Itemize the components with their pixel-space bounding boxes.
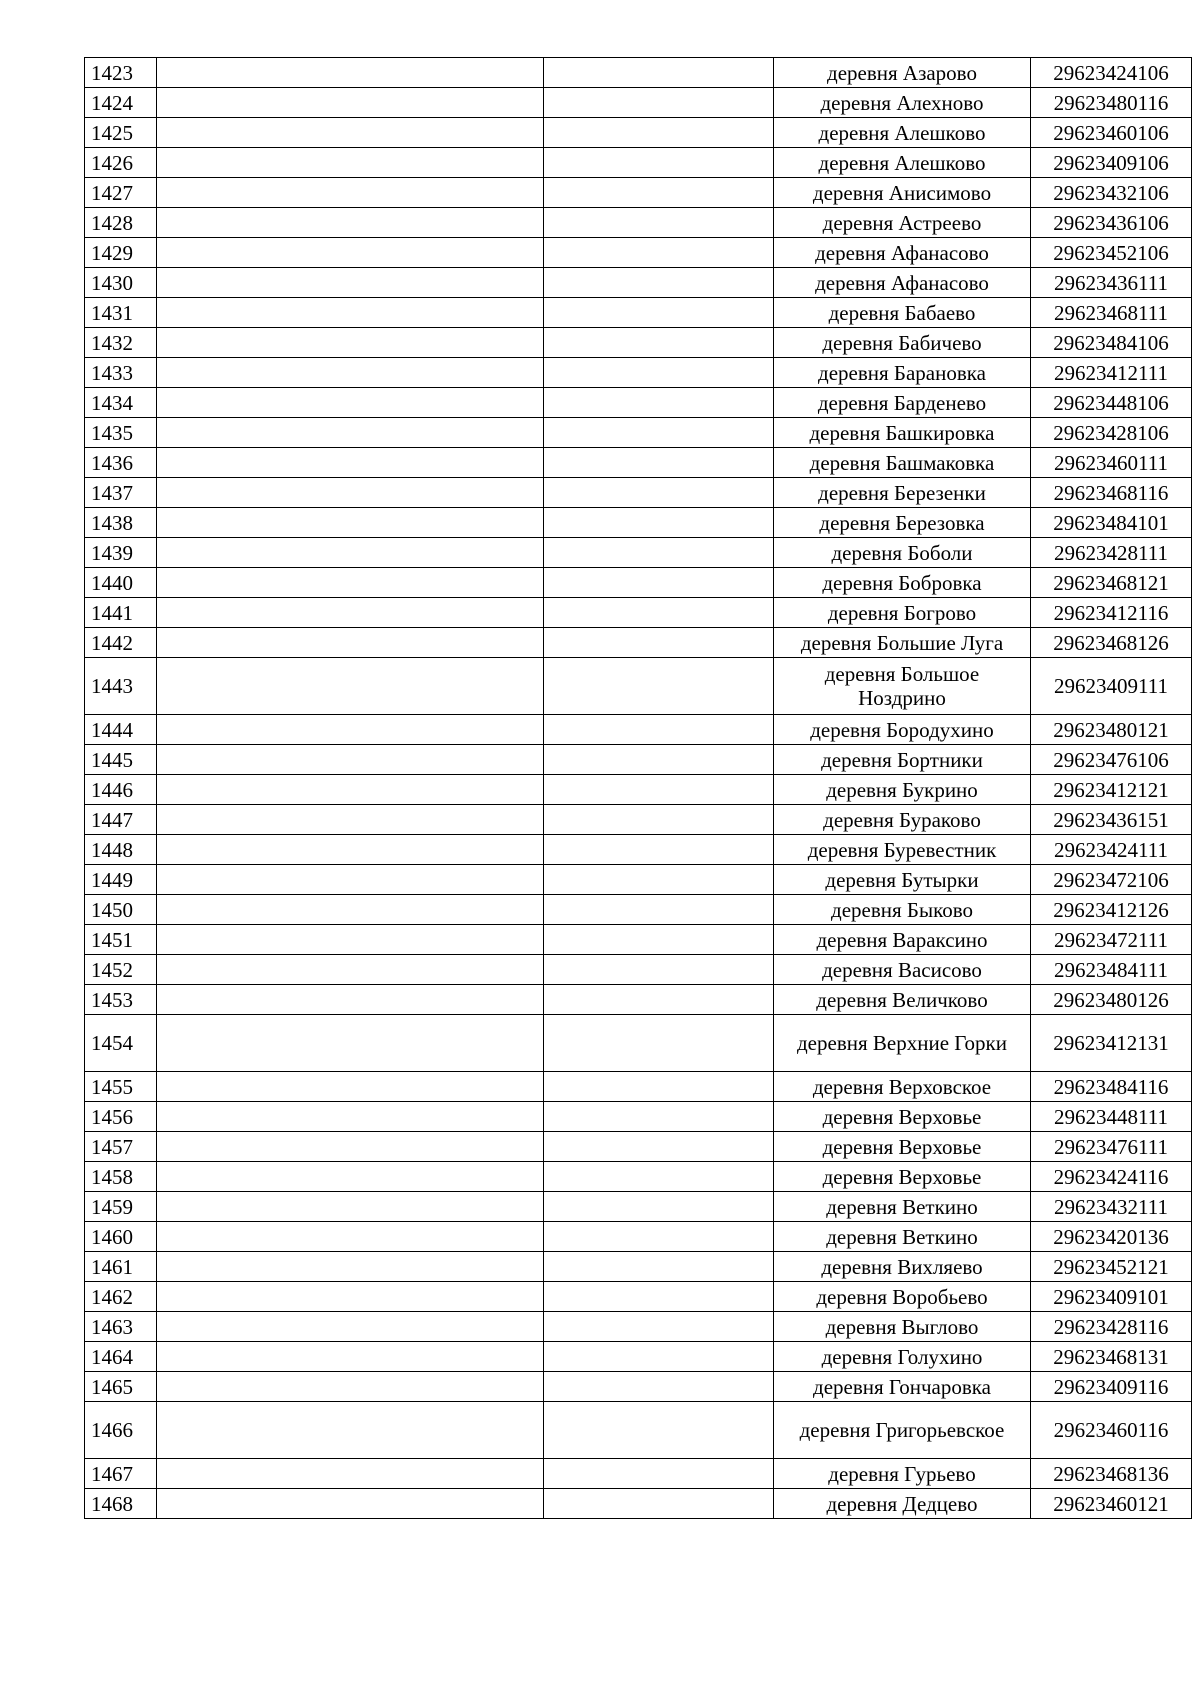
empty-cell [157,1252,544,1282]
empty-cell [544,358,774,388]
row-number-cell: 1443 [85,658,157,715]
oktmo-code-cell: 29623468116 [1031,478,1192,508]
empty-cell [544,1459,774,1489]
oktmo-code-cell: 29623468136 [1031,1459,1192,1489]
settlement-name-cell: деревня Большие Луга [774,628,1031,658]
empty-cell [157,835,544,865]
oktmo-code-cell: 29623448111 [1031,1102,1192,1132]
settlement-name-cell: деревня Верхние Горки [774,1015,1031,1072]
row-number-cell: 1468 [85,1489,157,1519]
settlement-name-cell: деревня Бутырки [774,865,1031,895]
table-row [85,745,1192,775]
row-number-cell: 1427 [85,178,157,208]
empty-cell [157,895,544,925]
empty-cell [544,1192,774,1222]
empty-cell [157,268,544,298]
table-row [85,1489,1192,1519]
settlement-name-cell: деревня Барденево [774,388,1031,418]
table-row [85,1372,1192,1402]
empty-cell [157,568,544,598]
empty-cell [544,328,774,358]
settlement-name-cell: деревня Гурьево [774,1459,1031,1489]
row-number-cell: 1466 [85,1402,157,1459]
oktmo-code-cell: 29623484111 [1031,955,1192,985]
row-number-cell: 1445 [85,745,157,775]
settlement-name-cell: деревня Гончаровка [774,1372,1031,1402]
settlement-name-cell: деревня Веткино [774,1222,1031,1252]
table-row [85,448,1192,478]
oktmo-code-cell: 29623468131 [1031,1342,1192,1372]
settlement-name-cell: деревня Афанасово [774,238,1031,268]
row-number-cell: 1460 [85,1222,157,1252]
row-number-cell: 1424 [85,88,157,118]
row-number-cell: 1439 [85,538,157,568]
empty-cell [157,775,544,805]
settlement-name-cell: деревня Буревестник [774,835,1031,865]
oktmo-code-cell: 29623428116 [1031,1312,1192,1342]
empty-cell [157,1072,544,1102]
settlement-name-cell: деревня Голухино [774,1342,1031,1372]
settlement-name-cell: деревня Верховье [774,1132,1031,1162]
empty-cell [544,118,774,148]
row-number-cell: 1431 [85,298,157,328]
empty-cell [157,1459,544,1489]
settlement-name-cell: деревня Вихляево [774,1252,1031,1282]
oktmo-code-cell: 29623452106 [1031,238,1192,268]
oktmo-code-cell: 29623468121 [1031,568,1192,598]
settlement-name-cell: деревня Башкировка [774,418,1031,448]
oktmo-code-cell: 29623409106 [1031,148,1192,178]
empty-cell [544,58,774,88]
settlement-name-cell: деревня Алешково [774,118,1031,148]
empty-cell [157,1312,544,1342]
empty-cell [157,1015,544,1072]
oktmo-code-cell: 29623480121 [1031,715,1192,745]
oktmo-code-cell: 29623472111 [1031,925,1192,955]
table-row [85,895,1192,925]
row-number-cell: 1440 [85,568,157,598]
empty-cell [544,1015,774,1072]
settlement-name-cell: деревня Березовка [774,508,1031,538]
empty-cell [157,1402,544,1459]
empty-cell [544,835,774,865]
empty-cell [544,1222,774,1252]
oktmo-code-cell: 29623460106 [1031,118,1192,148]
oktmo-code-cell: 29623480116 [1031,88,1192,118]
table-row [85,1102,1192,1132]
settlement-name-cell: деревня Букрино [774,775,1031,805]
empty-cell [157,805,544,835]
row-number-cell: 1433 [85,358,157,388]
empty-cell [157,298,544,328]
row-number-cell: 1438 [85,508,157,538]
settlement-name-cell: деревня Дедцево [774,1489,1031,1519]
table-row [85,478,1192,508]
oktmo-code-cell: 29623448106 [1031,388,1192,418]
settlement-name-cell: деревня Бортники [774,745,1031,775]
table-row [85,568,1192,598]
registry-table-body [85,58,1192,1519]
oktmo-code-cell: 29623420136 [1031,1222,1192,1252]
settlement-name-cell: деревня Бородухино [774,715,1031,745]
oktmo-code-cell: 29623412111 [1031,358,1192,388]
empty-cell [544,388,774,418]
table-row [85,1015,1192,1072]
table-row [85,1252,1192,1282]
settlement-name-cell: деревня Богрово [774,598,1031,628]
registry-table [84,57,1192,1519]
row-number-cell: 1463 [85,1312,157,1342]
empty-cell [157,1192,544,1222]
empty-cell [544,715,774,745]
oktmo-code-cell: 29623424106 [1031,58,1192,88]
table-row [85,388,1192,418]
row-number-cell: 1447 [85,805,157,835]
empty-cell [157,208,544,238]
table-row [85,1192,1192,1222]
oktmo-code-cell: 29623409116 [1031,1372,1192,1402]
table-row [85,148,1192,178]
oktmo-code-cell: 29623412126 [1031,895,1192,925]
settlement-name-cell: деревня Бабаево [774,298,1031,328]
empty-cell [157,1372,544,1402]
empty-cell [544,478,774,508]
row-number-cell: 1465 [85,1372,157,1402]
row-number-cell: 1437 [85,478,157,508]
empty-cell [157,418,544,448]
settlement-name-cell: деревня Верховье [774,1102,1031,1132]
oktmo-code-cell: 29623468111 [1031,298,1192,328]
empty-cell [157,478,544,508]
row-number-cell: 1462 [85,1282,157,1312]
settlement-name-cell: деревня Астреево [774,208,1031,238]
oktmo-code-cell: 29623424111 [1031,835,1192,865]
empty-cell [544,598,774,628]
row-number-cell: 1441 [85,598,157,628]
empty-cell [157,1162,544,1192]
row-number-cell: 1457 [85,1132,157,1162]
row-number-cell: 1426 [85,148,157,178]
table-row [85,1402,1192,1459]
empty-cell [157,745,544,775]
table-row [85,538,1192,568]
row-number-cell: 1453 [85,985,157,1015]
oktmo-code-cell: 29623484101 [1031,508,1192,538]
settlement-name-cell: деревня Быково [774,895,1031,925]
empty-cell [544,955,774,985]
settlement-name-cell: деревня Большое Ноздрино [774,658,1031,715]
row-number-cell: 1423 [85,58,157,88]
oktmo-code-cell: 29623412116 [1031,598,1192,628]
table-row [85,238,1192,268]
table-row [85,805,1192,835]
empty-cell [544,1072,774,1102]
empty-cell [157,925,544,955]
empty-cell [157,628,544,658]
row-number-cell: 1444 [85,715,157,745]
empty-cell [157,148,544,178]
table-row [85,1312,1192,1342]
empty-cell [544,628,774,658]
oktmo-code-cell: 29623484106 [1031,328,1192,358]
empty-cell [544,1342,774,1372]
table-row [85,298,1192,328]
empty-cell [544,805,774,835]
empty-cell [544,508,774,538]
empty-cell [544,568,774,598]
row-number-cell: 1449 [85,865,157,895]
oktmo-code-cell: 29623484116 [1031,1072,1192,1102]
empty-cell [157,598,544,628]
settlement-name-cell: деревня Воробьево [774,1282,1031,1312]
table-row [85,865,1192,895]
oktmo-code-cell: 29623436151 [1031,805,1192,835]
row-number-cell: 1442 [85,628,157,658]
empty-cell [157,58,544,88]
empty-cell [157,1132,544,1162]
row-number-cell: 1432 [85,328,157,358]
empty-cell [544,1282,774,1312]
empty-cell [544,925,774,955]
empty-cell [544,88,774,118]
settlement-name-cell: деревня Афанасово [774,268,1031,298]
settlement-name-cell: деревня Алехново [774,88,1031,118]
oktmo-code-cell: 29623432106 [1031,178,1192,208]
empty-cell [544,865,774,895]
settlement-name-cell: деревня Бабичево [774,328,1031,358]
table-row [85,628,1192,658]
empty-cell [157,388,544,418]
empty-cell [157,1489,544,1519]
table-row [85,658,1192,715]
empty-cell [157,328,544,358]
row-number-cell: 1456 [85,1102,157,1132]
empty-cell [544,1372,774,1402]
empty-cell [157,865,544,895]
empty-cell [157,508,544,538]
empty-cell [157,658,544,715]
empty-cell [544,268,774,298]
oktmo-code-cell: 29623460121 [1031,1489,1192,1519]
oktmo-code-cell: 29623468126 [1031,628,1192,658]
row-number-cell: 1450 [85,895,157,925]
empty-cell [157,178,544,208]
oktmo-code-cell: 29623409101 [1031,1282,1192,1312]
settlement-name-cell: деревня Вараксино [774,925,1031,955]
empty-cell [157,1222,544,1252]
empty-cell [544,238,774,268]
table-row [85,178,1192,208]
empty-cell [157,118,544,148]
settlement-name-cell: деревня Алешково [774,148,1031,178]
row-number-cell: 1428 [85,208,157,238]
empty-cell [544,895,774,925]
table-row [85,358,1192,388]
empty-cell [544,1312,774,1342]
settlement-name-cell: деревня Анисимово [774,178,1031,208]
settlement-name-cell: деревня Верховье [774,1162,1031,1192]
table-row [85,985,1192,1015]
table-row [85,775,1192,805]
empty-cell [544,985,774,1015]
settlement-name-cell: деревня Башмаковка [774,448,1031,478]
row-number-cell: 1436 [85,448,157,478]
empty-cell [544,418,774,448]
oktmo-code-cell: 29623428106 [1031,418,1192,448]
oktmo-code-cell: 29623432111 [1031,1192,1192,1222]
oktmo-code-cell: 29623476111 [1031,1132,1192,1162]
settlement-name-cell: деревня Веткино [774,1192,1031,1222]
table-row [85,58,1192,88]
table-row [85,508,1192,538]
row-number-cell: 1461 [85,1252,157,1282]
settlement-name-cell: деревня Боболи [774,538,1031,568]
row-number-cell: 1434 [85,388,157,418]
empty-cell [544,298,774,328]
settlement-name-cell: деревня Березенки [774,478,1031,508]
row-number-cell: 1430 [85,268,157,298]
table-row [85,1282,1192,1312]
empty-cell [544,208,774,238]
empty-cell [157,985,544,1015]
empty-cell [544,148,774,178]
oktmo-code-cell: 29623460111 [1031,448,1192,478]
table-row [85,208,1192,238]
empty-cell [157,358,544,388]
row-number-cell: 1459 [85,1192,157,1222]
empty-cell [544,1162,774,1192]
empty-cell [157,538,544,568]
row-number-cell: 1429 [85,238,157,268]
row-number-cell: 1446 [85,775,157,805]
oktmo-code-cell: 29623424116 [1031,1162,1192,1192]
row-number-cell: 1458 [85,1162,157,1192]
oktmo-code-cell: 29623428111 [1031,538,1192,568]
row-number-cell: 1451 [85,925,157,955]
row-number-cell: 1454 [85,1015,157,1072]
settlement-name-cell: деревня Григорьевское [774,1402,1031,1459]
empty-cell [544,448,774,478]
row-number-cell: 1464 [85,1342,157,1372]
table-row [85,1342,1192,1372]
empty-cell [544,1102,774,1132]
empty-cell [157,1282,544,1312]
settlement-name-cell: деревня Барановка [774,358,1031,388]
table-row [85,1072,1192,1102]
table-row [85,1132,1192,1162]
empty-cell [157,238,544,268]
empty-cell [157,715,544,745]
empty-cell [544,538,774,568]
empty-cell [544,178,774,208]
row-number-cell: 1455 [85,1072,157,1102]
table-row [85,268,1192,298]
table-row [85,715,1192,745]
row-number-cell: 1452 [85,955,157,985]
table-row [85,955,1192,985]
empty-cell [544,775,774,805]
empty-cell [157,955,544,985]
row-number-cell: 1448 [85,835,157,865]
row-number-cell: 1425 [85,118,157,148]
table-row [85,88,1192,118]
table-row [85,1459,1192,1489]
row-number-cell: 1467 [85,1459,157,1489]
table-row [85,1222,1192,1252]
row-number-cell: 1435 [85,418,157,448]
oktmo-code-cell: 29623480126 [1031,985,1192,1015]
settlement-name-cell: деревня Верховское [774,1072,1031,1102]
oktmo-code-cell: 29623436111 [1031,268,1192,298]
settlement-name-cell: деревня Васисово [774,955,1031,985]
table-row [85,418,1192,448]
empty-cell [544,1132,774,1162]
settlement-name-cell: деревня Бобровка [774,568,1031,598]
empty-cell [544,1489,774,1519]
table-row [85,328,1192,358]
oktmo-code-cell: 29623472106 [1031,865,1192,895]
empty-cell [544,1402,774,1459]
table-row [85,118,1192,148]
oktmo-code-cell: 29623460116 [1031,1402,1192,1459]
table-row [85,835,1192,865]
empty-cell [544,1252,774,1282]
table-row [85,925,1192,955]
oktmo-code-cell: 29623476106 [1031,745,1192,775]
empty-cell [544,745,774,775]
oktmo-code-cell: 29623436106 [1031,208,1192,238]
table-row [85,598,1192,628]
oktmo-code-cell: 29623409111 [1031,658,1192,715]
empty-cell [157,88,544,118]
settlement-name-cell: деревня Бураково [774,805,1031,835]
oktmo-code-cell: 29623412131 [1031,1015,1192,1072]
empty-cell [544,658,774,715]
settlement-name-cell: деревня Азарово [774,58,1031,88]
empty-cell [157,448,544,478]
settlement-name-cell: деревня Величково [774,985,1031,1015]
settlement-name-cell: деревня Выглово [774,1312,1031,1342]
empty-cell [157,1102,544,1132]
empty-cell [157,1342,544,1372]
oktmo-code-cell: 29623452121 [1031,1252,1192,1282]
table-row [85,1162,1192,1192]
oktmo-code-cell: 29623412121 [1031,775,1192,805]
